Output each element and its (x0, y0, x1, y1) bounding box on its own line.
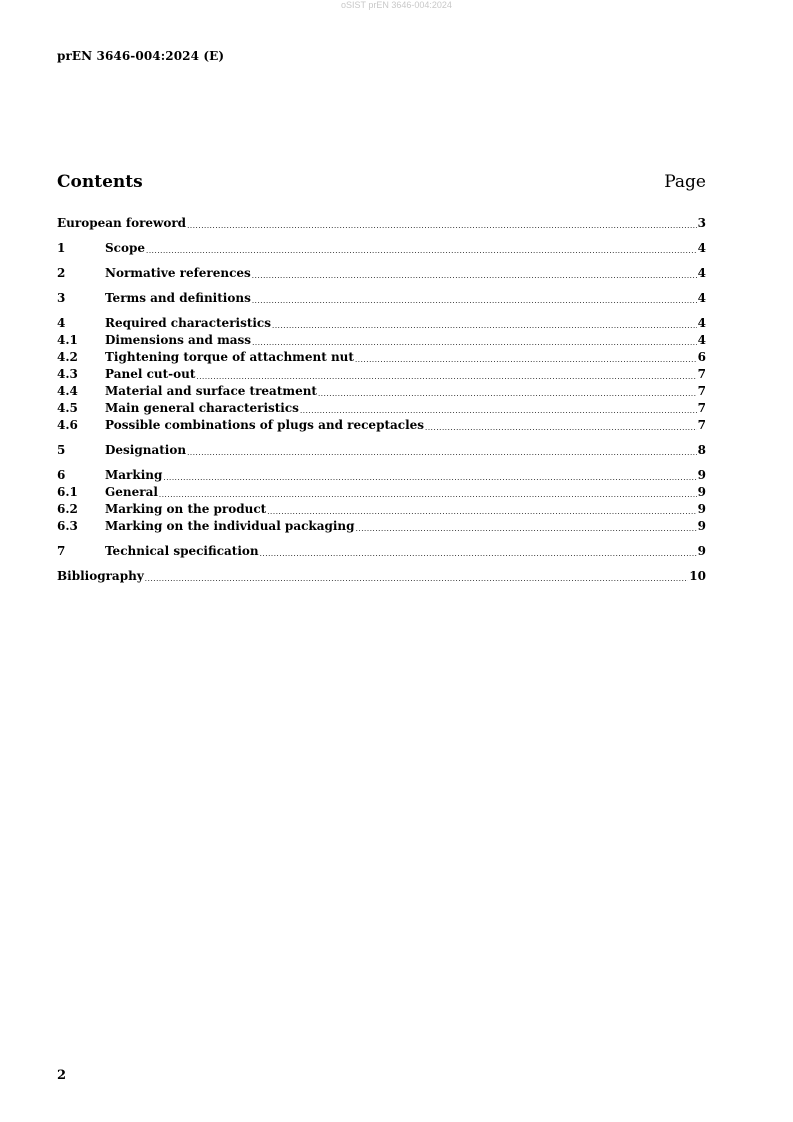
toc-entry-page: 9 (697, 485, 706, 499)
toc-entry-page: 9 (697, 502, 706, 516)
toc-entry-number: 6.3 (57, 519, 78, 533)
toc-dot-leader (145, 568, 689, 585)
toc-entry-page: 7 (697, 384, 706, 398)
toc-entry[interactable] (57, 215, 706, 232)
toc-entry-label: Technical specification (105, 544, 259, 558)
toc-entry[interactable] (57, 568, 706, 585)
toc-entry-number: 6.1 (57, 485, 78, 499)
toc-entry-number: 3 (57, 291, 66, 305)
toc-entry-page: 7 (697, 401, 706, 415)
toc-entry-number: 1 (57, 241, 66, 255)
toc-entry[interactable] (57, 442, 706, 459)
toc-dot-leader (300, 400, 697, 417)
toc-entry-label: Marking (105, 468, 163, 482)
toc-entry-label: Terms and definitions (105, 291, 251, 305)
table-of-contents (57, 215, 706, 585)
toc-entry[interactable] (57, 518, 706, 535)
toc-entry[interactable] (57, 467, 706, 484)
toc-entry-page: 4 (697, 291, 706, 305)
contents-title: Contents (57, 172, 143, 192)
contents-header (57, 172, 706, 196)
watermark-text: oSIST prEN 3646-004:2024 (341, 0, 452, 10)
toc-entry[interactable] (57, 417, 706, 434)
toc-entry-page: 4 (697, 333, 706, 347)
toc-entry-page: 8 (697, 443, 706, 457)
toc-entry-page: 9 (697, 544, 706, 558)
toc-dot-leader (252, 265, 697, 282)
toc-entry-page: 4 (697, 316, 706, 330)
toc-entry[interactable] (57, 543, 706, 560)
toc-entry-number: 4.3 (57, 367, 78, 381)
toc-dot-leader (425, 417, 697, 434)
toc-entry[interactable] (57, 366, 706, 383)
toc-entry-label: Normative references (105, 266, 251, 280)
toc-dot-leader (260, 543, 697, 560)
toc-entry-page: 4 (697, 266, 706, 280)
toc-dot-leader (163, 467, 696, 484)
page-number: 2 (57, 1068, 67, 1083)
toc-entry[interactable] (57, 349, 706, 366)
toc-entry[interactable] (57, 332, 706, 349)
toc-entry-page: 9 (697, 519, 706, 533)
toc-entry-number: 4.1 (57, 333, 78, 347)
toc-entry[interactable] (57, 484, 706, 501)
toc-entry-number: 4 (57, 316, 66, 330)
toc-entry-page: 7 (697, 367, 706, 381)
toc-dot-leader (196, 366, 696, 383)
toc-entry-number: 5 (57, 443, 66, 457)
toc-dot-leader (159, 484, 697, 501)
toc-entry-label: General (105, 485, 158, 499)
toc-dot-leader (356, 518, 697, 535)
toc-dot-leader (146, 240, 697, 257)
toc-entry-page: 7 (697, 418, 706, 432)
page-column-heading: Page (664, 172, 706, 192)
toc-dot-leader (318, 383, 697, 400)
toc-entry-number: 2 (57, 266, 66, 280)
toc-entry[interactable] (57, 383, 706, 400)
toc-dot-leader (267, 501, 696, 518)
toc-entry-label: Bibliography (57, 569, 144, 583)
toc-entry[interactable] (57, 290, 706, 307)
toc-entry-label: Dimensions and mass (105, 333, 252, 347)
toc-entry-number: 4.2 (57, 350, 78, 364)
toc-dot-leader (355, 349, 697, 366)
toc-entry-page: 10 (689, 569, 706, 583)
toc-entry-label: Material and surface treatment (105, 384, 317, 398)
toc-entry-number: 4.4 (57, 384, 78, 398)
toc-entry-page: 9 (697, 468, 706, 482)
toc-entry-label: Designation (105, 443, 187, 457)
toc-entry-label: Main general characteristics (105, 401, 299, 415)
toc-entry-number: 4.5 (57, 401, 78, 415)
toc-dot-leader (252, 332, 697, 349)
toc-entry[interactable] (57, 400, 706, 417)
toc-entry-label: European foreword (57, 216, 187, 230)
toc-entry-label: Panel cut-out (105, 367, 196, 381)
toc-dot-leader (187, 442, 697, 459)
toc-entry-label: Scope (105, 241, 146, 255)
toc-dot-leader (252, 290, 697, 307)
toc-entry-label: Tightening torque of attachment nut (105, 350, 354, 364)
toc-entry-page: 3 (697, 216, 706, 230)
toc-entry-label: Marking on the individual packaging (105, 519, 355, 533)
toc-entry-number: 6 (57, 468, 66, 482)
toc-entry[interactable] (57, 501, 706, 518)
document-id: prEN 3646-004:2024 (E) (57, 49, 225, 63)
toc-entry-number: 7 (57, 544, 66, 558)
toc-entry-number: 6.2 (57, 502, 78, 516)
toc-entry[interactable] (57, 315, 706, 332)
toc-entry-page: 6 (697, 350, 706, 364)
toc-entry-label: Required characteristics (105, 316, 271, 330)
toc-entry[interactable] (57, 240, 706, 257)
toc-entry-label: Possible combinations of plugs and receptacles (105, 418, 425, 432)
toc-dot-leader (187, 215, 697, 232)
toc-entry-label: Marking on the product (105, 502, 267, 516)
toc-entry-page: 4 (697, 241, 706, 255)
toc-dot-leader (272, 315, 697, 332)
toc-entry-number: 4.6 (57, 418, 78, 432)
toc-entry[interactable] (57, 265, 706, 282)
